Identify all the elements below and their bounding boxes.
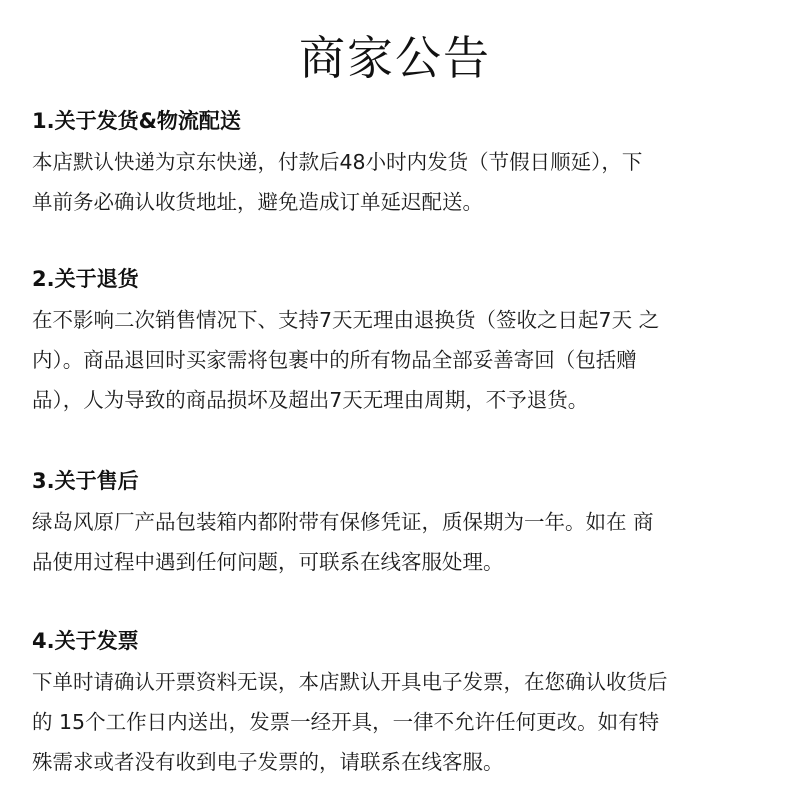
section-body (32, 142, 762, 222)
section-invoice (32, 626, 762, 782)
section-returns (32, 264, 762, 420)
body-line: 下单时请确认开票资料无误，本店默认开具电子发票，在您确认收货后 (32, 670, 668, 694)
section-heading: 3.关于售后 (32, 469, 139, 493)
section-after-sales (32, 466, 762, 582)
section-heading: 4.关于发票 (32, 629, 139, 653)
body-line: 在不影响二次销售情况下、支持7天无理由退换货（签收之日起7天 之 (32, 308, 660, 332)
body-line: 品使用过程中遇到任何问题，可联系在线客服处理。 (32, 550, 504, 574)
body-line: 殊需求或者没有收到电子发票的，请联系在线客服。 (32, 750, 504, 774)
section-body (32, 300, 762, 420)
section-heading: 2.关于退货 (32, 267, 139, 291)
page-title: 商家公告 (299, 31, 491, 85)
body-line: 单前务必确认收货地址，避免造成订单延迟配送。 (32, 190, 483, 214)
body-line: 内）。商品退回时买家需将包裹中的所有物品全部妥善寄回（包括赠 (32, 348, 637, 372)
body-line: 本店默认快递为京东快递，付款后48小时内发货（节假日顺延），下 (32, 150, 643, 174)
body-line: 品），人为导致的商品损坏及超出7天无理由周期，不予退货。 (32, 388, 589, 412)
section-body (32, 502, 762, 582)
section-heading: 1.关于发货&物流配送 (32, 109, 241, 133)
section-body (32, 662, 762, 782)
body-line: 的 15个工作日内送出，发票一经开具，一律不允许任何更改。如有特 (32, 710, 660, 734)
section-shipping (32, 106, 762, 222)
body-line: 绿岛风原厂产品包装箱内都附带有保修凭证，质保期为一年。如在 商 (32, 510, 654, 534)
